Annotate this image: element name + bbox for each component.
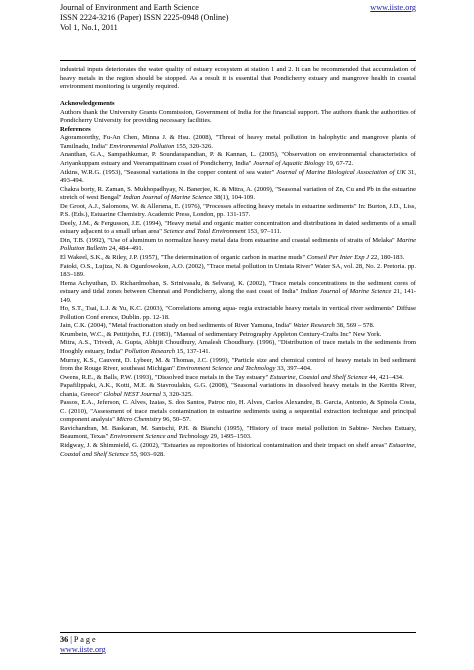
page-label: | P a g e [68, 635, 96, 644]
journal-volume: Vol 1, No.1, 2011 [60, 23, 118, 33]
reference-list [60, 134, 416, 459]
reference-item: Ravichandran, M. Baskaran, M. Santschi, P.H. & Bianchi (1995), "History of trace metal pollution in Sabine- Neches Estuary, Beaumont, Texas" Environment Science and Technology 29, 1495–1503. [60, 424, 416, 441]
reference-item: Mitra, A.S., Trivedi, A. Gupta, Abhijit Choudhury, Amalesh Choudhury. (1996), "Distribution of trace metals in the sediments from Hooghly estuary, India" Pollution Research 15, 137-141. [60, 339, 416, 355]
header-url-link[interactable]: www.iiste.org [370, 3, 416, 12]
reference-item: Agoramoorthy, Fu-An Chen, Minna J. & Hsu. (2008), "Threat of heavy metal pollution in halophytic and mangrove plants of Tamilnadu, India" Environmental Pollution 155, 320-326. [60, 134, 416, 150]
reference-item: El Wakeel, S.K., & Riley, J.P. (1957), "The determination of organic carbon in marine muds" Conseil Per Inter Exp J 22, 180-183. [60, 253, 405, 261]
reference-item: Papafilippaki, A.K., Kotti, M.E. & Stavroulakis, G.G. (2008), "Seasonal variations in dissolved heavy metals in the Keritis River, chania, Greece" Global NEST Journal 3, 320-325. [60, 382, 416, 398]
journal-issn: ISSN 2224-3216 (Paper) ISSN 2225-0948 (Online) [60, 13, 229, 23]
acknowledgements-heading: Acknowledgements [60, 100, 115, 108]
reference-item: Deely, J.M., & Fergusson, J.E. (1994), "Heavy metal and organic matter concentration and distributions in dated sediments of a small estuary adjacent to a small urban area" Science and Total Environment 153, 97–111. [60, 219, 416, 236]
reference-item: Chakra borty, R. Zaman, S. Mukhopadhyay, N. Banerjee, K. & Mitra, A. (2009), "Seasonal variation of Zn, Cu and Pb in the estuarine stretch of west Bengal" Indian Journal of Marine Science 38(1), 104-109. [60, 185, 416, 202]
page-body [60, 66, 416, 459]
references-heading: References [60, 125, 91, 133]
reference-item: Owens, R.E., & Balls, P.W. (1993), "Dissolved trace metals in the Tay estuary" Estuarine, Coastal and Shelf Science 44, 421–434. [60, 373, 404, 381]
page-header [60, 3, 416, 34]
reference-item: Fatoki, O.S., Lujiza, N. & Ogunfowokon, A.O. (2002), "Trace metal pollution in Umtata River" Water SA, vol. 28, No. 2. Pretoria. pp. 183–189. [60, 262, 416, 279]
page-footer [60, 635, 416, 655]
reference-item: Jain, C.K. (2004), "Metal fractionation study on bed sediments of River Yamuna, India" Water Research 38, 569 – 578. [60, 322, 375, 330]
reference-item: Krumbein, W.C., & Pettitjohn, F.J. (1983), "Manual of sedimentary Petrography Appleton Century-Crafts Inc" New York. [60, 330, 382, 338]
journal-title: Journal of Environment and Earth Science [60, 3, 199, 12]
reference-item: Hema Achyuthan, D. Richardmohan, S. Srinivasalu, & Selvaraj, K. (2002), "Trace metals concentrations in the sediment cores of estuary and tidal zones between Chennai and Pondicherry, along the east coast of India" Indian Journal of Marine Science 21, 141-149. [60, 279, 416, 304]
reference-item: Passos, E.A., Jeferson, C. Alves, Izaias, S. dos Santos, Patroc nio, H. Alves, Carlos Alexandre, B. Garcia, Antonio, & Spinola Costa, C. (2010), "Assessment of trace metals contamination in estuarine sediments using a sequential extraction technique and principal component analysis" Micro Chemistry 96, 50–57. [60, 399, 416, 424]
footer-url-link[interactable]: www.iiste.org [60, 645, 106, 655]
reference-item: Ridgway, J. & Shimmield, G. (2002), "Estuaries as repositories of historical contamination and their impact on shelf areas" Estuarine, Coastal and Shelf Science 55, 903–928. [60, 442, 416, 458]
acknowledgements-text: Authors thank the University Grants Commission, Government of India for the financial support. The authors thank the authorities of Pondicherry University for providing necessary facilities. [60, 108, 416, 125]
page-number-line [60, 635, 416, 645]
reference-item: Atkins, W.R.G. (1953), "Seasonal variations in the copper content of sea water" Journal of Marine Biological Association of UK 31, 493-494. [60, 168, 416, 185]
reference-item: Ho, S.T., Tsai, L.J. & Yu, K.C. (2003), "Correlations among aqua- regia extractable heavy metals in vertical river sediments" Diffuse Pollution Conf erence, Dublin. pp. 12-18. [60, 305, 416, 321]
conclusion-paragraph: industrial inputs deteriorates the water quality of estuary ecosystem at station 1 and 2. It can be recommended that accumulation of heavy metals in the region should be stopped. As a result it is essential that Pondicherry estuary and mangrove health in coastal environment monitoring is urgently required. [60, 66, 416, 91]
reference-item: Din, T.B. (1992), "Use of aluminum to normalize heavy metal data from estuarine and coastal sediments of straits of Melaka" Marine Pollution Bulletin 24, 484–491. [60, 236, 416, 253]
page-number: 36 [60, 635, 69, 644]
footer-divider [60, 632, 416, 633]
reference-item: Ananthan, G.A., Sampathkumar, P. Soundarapandian, P. & Kannan, L. (2005), "Observation on environmental characteristics of Ariyankuppam estuary and Veerampattinam coast of Pondicherry, India" Journal of Aquatic Biology 19, 67-72. [60, 151, 416, 167]
header-divider [60, 60, 416, 61]
reference-item: De Groot, A.J., Salomons, W. & Allersma, E. (1976), "Processes affecting heavy metals in estuarine sediments" In: Burton, J.D., Liss, P.S. (Eds.), Estuarine Chemistry. Academic Press, London, pp. 131-157. [60, 202, 416, 219]
reference-item: Murray, K.S., Cauvent, D. Lybeer, M. & Thomas, J.C. (1999), "Particle size and chemical control of heavy metals in bed sediment from the Rouge River, southeast Michigan" Environment Science and Technology 33, 397–404. [60, 356, 416, 373]
